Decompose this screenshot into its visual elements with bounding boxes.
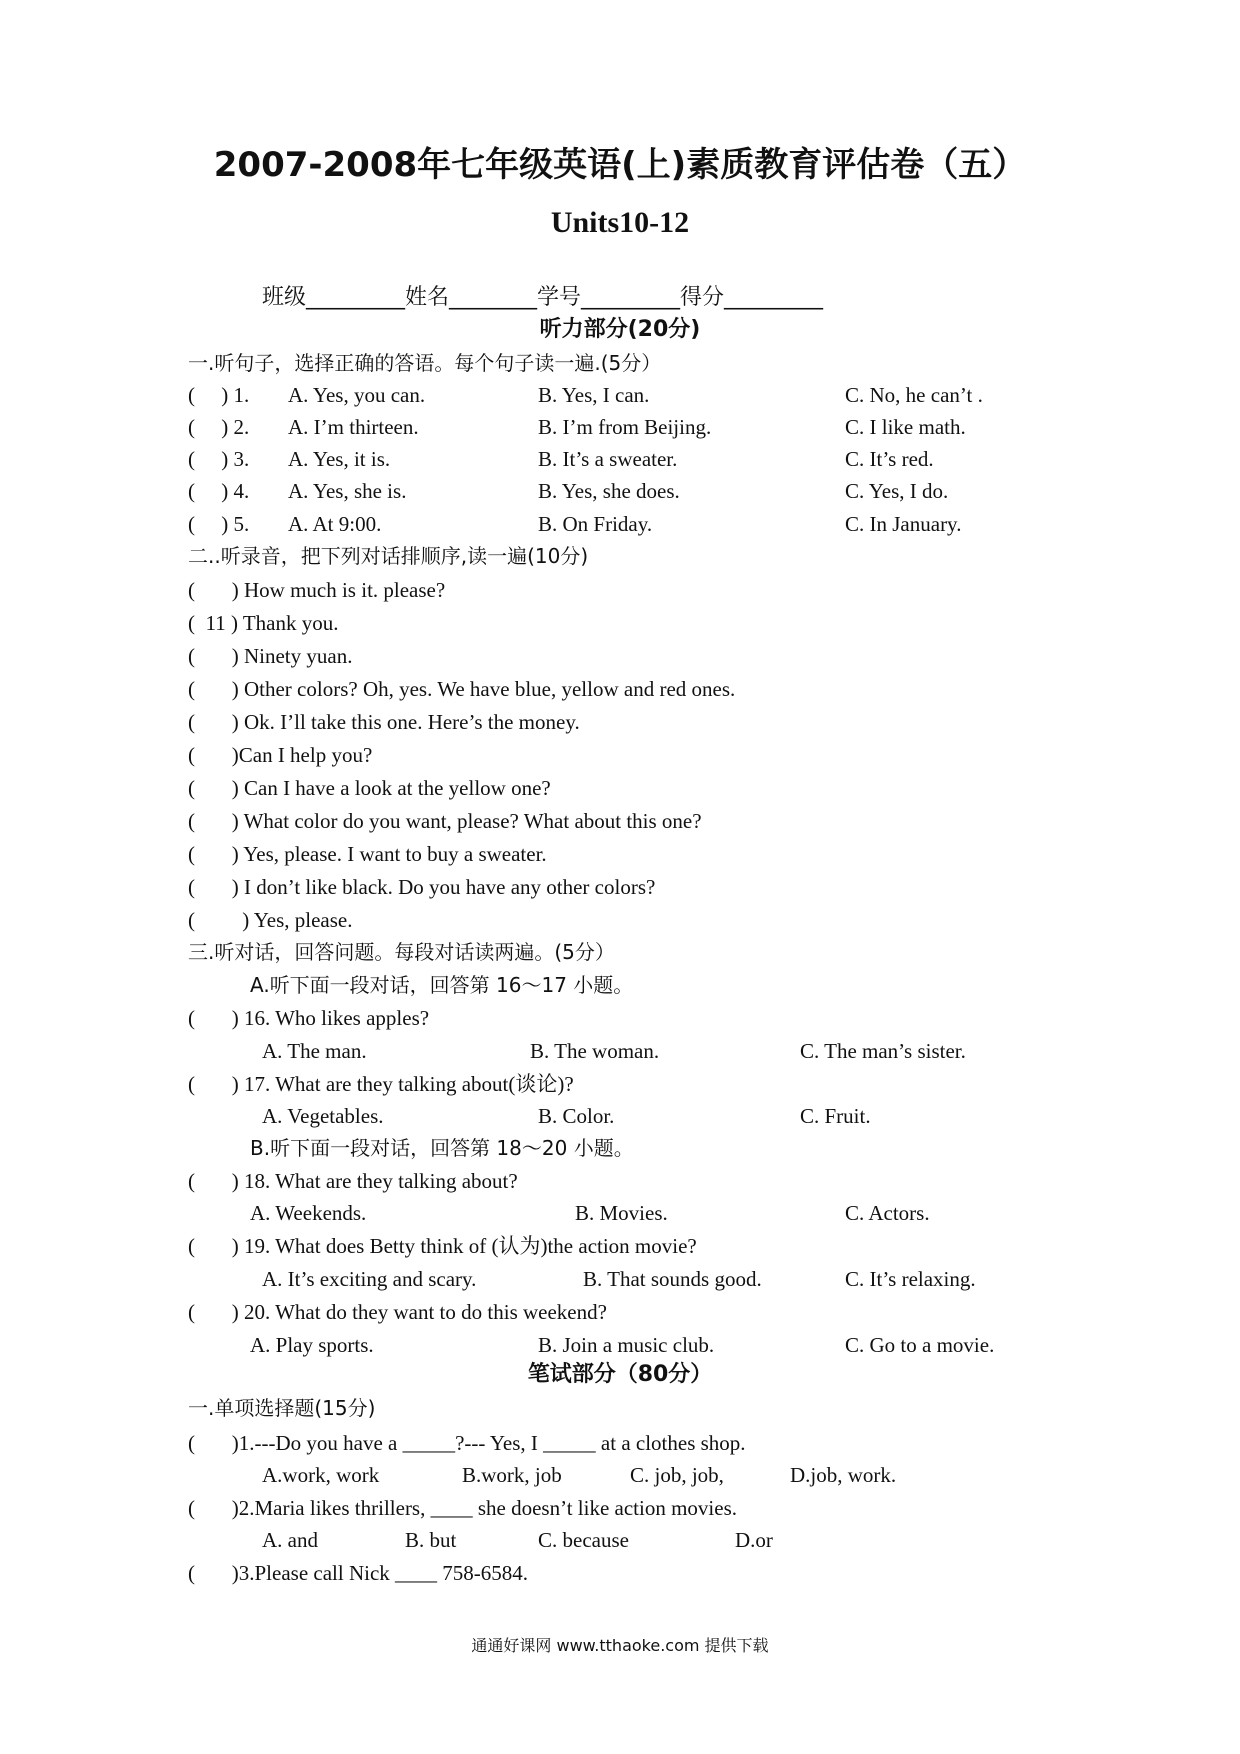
option-c: C. Fruit. xyxy=(800,1104,871,1128)
question-stem: ( )3.Please call Nick ____ 758-6584. xyxy=(188,1561,529,1585)
option-c: C. No, he can’t . xyxy=(845,383,983,407)
option-b: B. I’m from Beijing. xyxy=(538,415,712,439)
dialogue-line: ( ) Ok. I’ll take this one. Here’s the money. xyxy=(188,710,580,734)
dialogue-line: ( ) Yes, please. xyxy=(188,908,353,932)
dialogue-line: ( )Can I help you? xyxy=(188,743,373,767)
question-stem: ( ) 20. What do they want to do this weekend? xyxy=(188,1300,607,1324)
writing-section-heading: 笔试部分（80分） xyxy=(527,1362,713,1387)
option-c: C. The man’s sister. xyxy=(800,1039,966,1063)
question-prefix: ( ) 1. xyxy=(188,383,250,407)
listening-section-heading: 听力部分(20分) xyxy=(539,317,701,342)
question-prefix: ( ) 4. xyxy=(188,479,250,503)
option-c: C. Actors. xyxy=(845,1201,930,1225)
option-a: A. Vegetables. xyxy=(262,1104,384,1128)
option-c: C. job, job, xyxy=(630,1463,724,1487)
footer-source: 通通好课网 www.tthaoke.com 提供下载 xyxy=(471,1636,769,1655)
option-b: B. Color. xyxy=(538,1104,615,1128)
section-a-instruction: A.听下面一段对话，回答第 16～17 小题。 xyxy=(250,973,634,997)
option-b: B. but xyxy=(405,1528,457,1552)
option-a: A. Yes, you can. xyxy=(288,383,426,407)
dialogue-line: ( ) What color do you want, please? What about this one? xyxy=(188,809,702,833)
listening-part3-instruction: 三.听对话，回答问题。每段对话读两遍。(5分） xyxy=(188,940,615,964)
option-a: A. Yes, it is. xyxy=(288,447,391,471)
option-a: A. Weekends. xyxy=(250,1201,367,1225)
option-a: A. Yes, she is. xyxy=(288,479,407,503)
option-a: A. It’s exciting and scary. xyxy=(262,1267,477,1291)
dialogue-line: ( ) Other colors? Oh, yes. We have blue, yellow and red ones. xyxy=(188,677,736,701)
dialogue-line: ( ) Ninety yuan. xyxy=(188,644,353,668)
writing-part1-instruction: 一.单项选择题(15分) xyxy=(188,1396,376,1420)
option-a: A.work, work xyxy=(262,1463,380,1487)
option-c: C. Go to a movie. xyxy=(845,1333,995,1357)
question-stem: ( ) 18. What are they talking about? xyxy=(188,1169,518,1193)
question-stem: ( ) 19. What does Betty think of (认为)the action movie? xyxy=(188,1234,697,1258)
option-d: D.or xyxy=(735,1528,773,1552)
option-a: A. I’m thirteen. xyxy=(288,415,419,439)
dialogue-line: ( 11 ) Thank you. xyxy=(188,611,339,635)
option-b: B. That sounds good. xyxy=(583,1267,762,1291)
listening-part1-instruction: 一.听句子，选择正确的答语。每个句子读一遍.(5分） xyxy=(188,351,662,375)
option-b: B. The woman. xyxy=(530,1039,660,1063)
page-title: 2007-2008年七年级英语(上)素质教育评估卷（五） xyxy=(213,145,1027,185)
option-b: B. Yes, she does. xyxy=(538,479,680,503)
option-d: D.job, work. xyxy=(790,1463,897,1487)
option-c: C. Yes, I do. xyxy=(845,479,949,503)
option-c: C. In January. xyxy=(845,512,962,536)
listening-part2-instruction: 二..听录音，把下列对话排顺序,读一遍(10分) xyxy=(188,544,589,568)
option-c: C. It’s relaxing. xyxy=(845,1267,976,1291)
option-b: B. Join a music club. xyxy=(538,1333,715,1357)
option-b: B. Yes, I can. xyxy=(538,383,650,407)
option-c: C. because xyxy=(538,1528,629,1552)
question-prefix: ( ) 5. xyxy=(188,512,250,536)
option-a: A. At 9:00. xyxy=(288,512,382,536)
dialogue-line: ( ) How much is it. please? xyxy=(188,578,446,602)
option-b: B. On Friday. xyxy=(538,512,653,536)
question-prefix: ( ) 3. xyxy=(188,447,250,471)
option-b: B. It’s a sweater. xyxy=(538,447,678,471)
option-b: B. Movies. xyxy=(575,1201,668,1225)
question-prefix: ( ) 2. xyxy=(188,415,250,439)
dialogue-line: ( ) Yes, please. I want to buy a sweater. xyxy=(188,842,547,866)
dialogue-line: ( ) Can I have a look at the yellow one? xyxy=(188,776,551,800)
student-info-line: 班级_________姓名________学号_________得分_________ xyxy=(262,285,824,310)
option-c: C. It’s red. xyxy=(845,447,934,471)
option-c: C. I like math. xyxy=(845,415,966,439)
page-subtitle: Units10-12 xyxy=(550,206,690,239)
question-stem: ( ) 17. What are they talking about(谈论)? xyxy=(188,1072,574,1096)
dialogue-line: ( ) I don’t like black. Do you have any other colors? xyxy=(188,875,656,899)
option-a: A. The man. xyxy=(262,1039,367,1063)
option-a: A. and xyxy=(262,1528,318,1552)
question-stem: ( ) 16. Who likes apples? xyxy=(188,1006,430,1030)
option-a: A. Play sports. xyxy=(250,1333,374,1357)
question-stem: ( )2.Maria likes thrillers, ____ she doesn’t like action movies. xyxy=(188,1496,738,1520)
option-b: B.work, job xyxy=(462,1463,562,1487)
question-stem: ( )1.---Do you have a _____?--- Yes, I _____ at a clothes shop. xyxy=(188,1431,746,1455)
section-b-instruction: B.听下面一段对话，回答第 18～20 小题。 xyxy=(250,1136,634,1160)
